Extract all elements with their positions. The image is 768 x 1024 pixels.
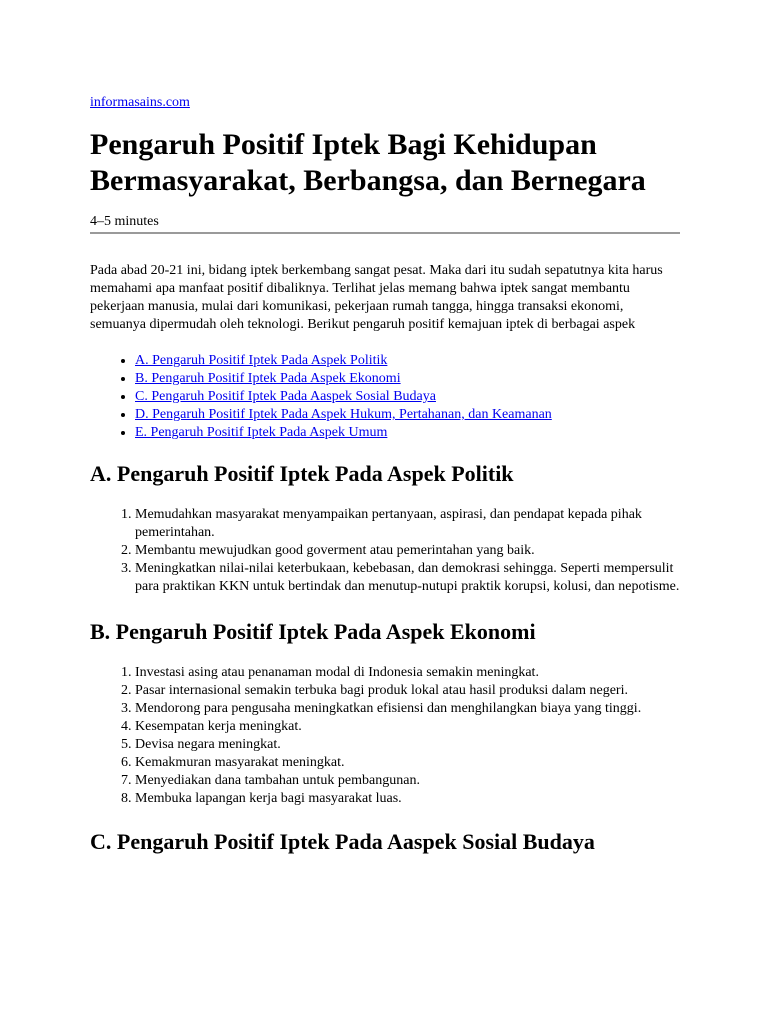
- toc-link-politik[interactable]: A. Pengaruh Positif Iptek Pada Aspek Politik: [135, 353, 388, 368]
- section-heading-sosial-budaya: C. Pengaruh Positif Iptek Pada Aaspek Sosial Budaya: [90, 829, 595, 854]
- toc-link-sosial-budaya[interactable]: C. Pengaruh Positif Iptek Pada Aaspek Sosial Budaya: [135, 389, 436, 404]
- list-item: 3. Meningkatkan nilai-nilai keterbukaan, kebebasan, dan demokrasi sehingga. Seperti mempersulit para praktikan KKN untuk bertindak dan menutup-nutupi praktik korupsi, kolusi, dan nepotisme.: [135, 560, 680, 596]
- politik-list: [90, 506, 680, 596]
- ekonomi-list: [90, 664, 680, 808]
- read-time: 4–5 minutes: [90, 214, 159, 229]
- toc-item: [135, 388, 680, 406]
- list-item: 2. Pasar internasional semakin terbuka bagi produk lokal atau hasil produksi dalam negeri.: [135, 682, 680, 700]
- list-item: 3. Mendorong para pengusaha meningkatkan efisiensi dan menghilangkan biaya yang tinggi.: [135, 700, 680, 718]
- intro-paragraph: Pada abad 20-21 ini, bidang iptek berkembang sangat pesat. Maka dari itu sudah sepatutnya kita harus memahami apa manfaat positif dibaliknya. Terlihat jelas memang bahwa iptek sangat membantu pekerjaan manusia, mulai dari komunikasi, pekerjaan rumah tangga, hingga transaksi ekonomi, semuanya dipermudah oleh teknologi. Berikut pengaruh positif kemajuan iptek di berbagai aspek: [90, 263, 663, 332]
- toc-item: [135, 370, 680, 388]
- toc-item: [135, 406, 680, 424]
- list-item: 4. Kesempatan kerja meningkat.: [135, 718, 680, 736]
- list-item: 2. Membantu mewujudkan good goverment atau pemerintahan yang baik.: [135, 542, 680, 560]
- list-item: 6. Kemakmuran masyarakat meningkat.: [135, 754, 680, 772]
- table-of-contents: [90, 352, 680, 442]
- toc-link-hukum[interactable]: D. Pengaruh Positif Iptek Pada Aspek Hukum, Pertahanan, dan Keamanan: [135, 407, 552, 422]
- divider: [90, 232, 680, 234]
- list-item: 1. Memudahkan masyarakat menyampaikan pertanyaan, aspirasi, dan pendapat kepada pihak pemerintahan.: [135, 506, 680, 542]
- source-site-link[interactable]: informasains.com: [90, 95, 190, 110]
- toc-link-umum[interactable]: E. Pengaruh Positif Iptek Pada Aspek Umum: [135, 425, 388, 440]
- toc-item: [135, 424, 680, 442]
- toc-item: [135, 352, 680, 370]
- list-item: 5. Devisa negara meningkat.: [135, 736, 680, 754]
- toc-link-ekonomi[interactable]: B. Pengaruh Positif Iptek Pada Aspek Ekonomi: [135, 371, 401, 386]
- article-page: [90, 0, 680, 856]
- list-item: 7. Menyediakan dana tambahan untuk pembangunan.: [135, 772, 680, 790]
- section-heading-ekonomi: B. Pengaruh Positif Iptek Pada Aspek Ekonomi: [90, 619, 536, 644]
- article-title: Pengaruh Positif Iptek Bagi Kehidupan Bermasyarakat, Berbangsa, dan Bernegara: [90, 128, 646, 197]
- list-item: 8. Membuka lapangan kerja bagi masyarakat luas.: [135, 790, 680, 808]
- section-heading-politik: A. Pengaruh Positif Iptek Pada Aspek Politik: [90, 461, 514, 486]
- list-item: 1. Investasi asing atau penanaman modal di Indonesia semakin meningkat.: [135, 664, 680, 682]
